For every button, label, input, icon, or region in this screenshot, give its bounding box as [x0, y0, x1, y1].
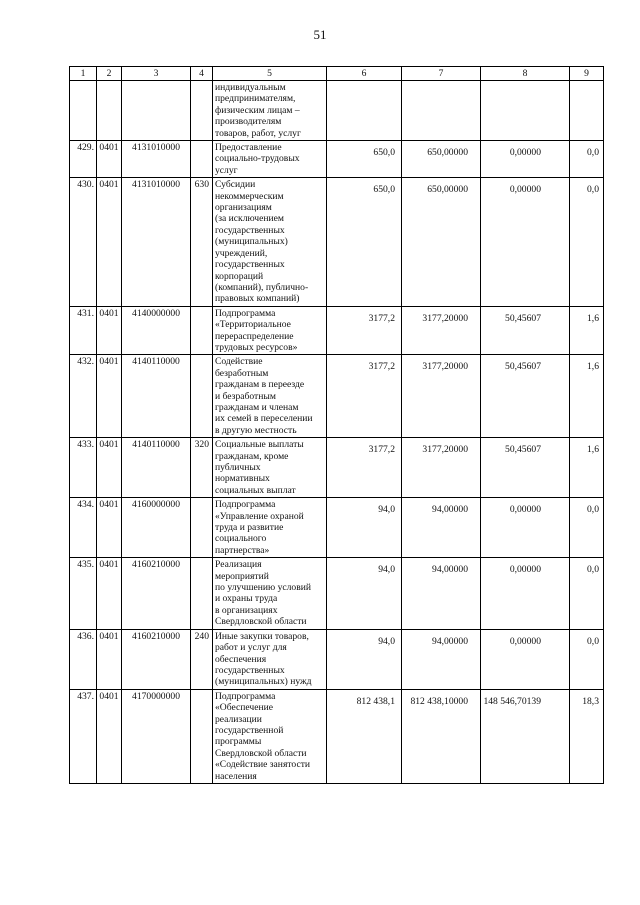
execution-percent-cell: 0,0 [570, 629, 604, 689]
approved-amount-cell: 650,00000 [402, 141, 481, 178]
section-code-cell [97, 81, 122, 141]
target-code-cell: 4170000000 [122, 689, 191, 783]
executed-amount-cell: 0,00000 [481, 141, 570, 178]
expense-type-cell: 320 [191, 438, 213, 498]
table-row [70, 355, 604, 438]
approved-amount-cell: 3177,20000 [402, 306, 481, 355]
item-name-cell: Субсидии некоммерческим организациям (за исключением государственных (муниципальных) учреждений, государственных корпораций (компаний), публично- правовых компаний) [213, 178, 327, 306]
header-cell: 7 [402, 67, 481, 81]
approved-amount-cell: 3177,20000 [402, 355, 481, 438]
execution-percent-cell: 1,6 [570, 438, 604, 498]
executed-amount-cell: 0,00000 [481, 178, 570, 306]
table-row [70, 689, 604, 783]
row-number-cell: 429. [70, 141, 97, 178]
target-code-cell: 4160000000 [122, 498, 191, 558]
item-name-cell: Реализация мероприятий по улучшению условий и охраны труда в организациях Свердловской области [213, 558, 327, 629]
expense-type-cell [191, 306, 213, 355]
table-row [70, 629, 604, 689]
expense-type-cell: 630 [191, 178, 213, 306]
execution-percent-cell: 0,0 [570, 498, 604, 558]
execution-percent-cell: 0,0 [570, 178, 604, 306]
header-cell: 1 [70, 67, 97, 81]
section-code-cell: 0401 [97, 558, 122, 629]
header-cell: 4 [191, 67, 213, 81]
planned-amount-cell [327, 81, 402, 141]
executed-amount-cell: 50,45607 [481, 438, 570, 498]
target-code-cell: 4140110000 [122, 355, 191, 438]
budget-table [69, 66, 604, 784]
item-name-cell: Подпрограмма «Обеспечение реализации государственной программы Свердловской области «Содействие занятости населения [213, 689, 327, 783]
item-name-cell: Подпрограмма «Территориальное перераспределение трудовых ресурсов» [213, 306, 327, 355]
target-code-cell: 4140000000 [122, 306, 191, 355]
page-number: 51 [313, 27, 327, 42]
row-number-cell: 434. [70, 498, 97, 558]
row-number-cell: 436. [70, 629, 97, 689]
target-code-cell: 4160210000 [122, 629, 191, 689]
table-row [70, 306, 604, 355]
expense-type-cell [191, 81, 213, 141]
row-number-cell: 433. [70, 438, 97, 498]
header-cell: 9 [570, 67, 604, 81]
section-code-cell: 0401 [97, 438, 122, 498]
planned-amount-cell: 94,0 [327, 498, 402, 558]
section-code-cell: 0401 [97, 141, 122, 178]
target-code-cell [122, 81, 191, 141]
expense-type-cell: 240 [191, 629, 213, 689]
section-code-cell: 0401 [97, 355, 122, 438]
expense-type-cell [191, 498, 213, 558]
header-row [70, 67, 604, 81]
item-name-cell: Содействие безработным гражданам в переезде и безработным гражданам и членам их семей в переселении в другую местность [213, 355, 327, 438]
header-cell: 2 [97, 67, 122, 81]
row-number-cell: 437. [70, 689, 97, 783]
approved-amount-cell: 94,00000 [402, 629, 481, 689]
executed-amount-cell: 0,00000 [481, 558, 570, 629]
header-cell: 3 [122, 67, 191, 81]
planned-amount-cell: 650,0 [327, 178, 402, 306]
approved-amount-cell: 94,00000 [402, 558, 481, 629]
row-number-cell: 431. [70, 306, 97, 355]
row-number-cell: 435. [70, 558, 97, 629]
expense-type-cell [191, 558, 213, 629]
section-code-cell: 0401 [97, 689, 122, 783]
approved-amount-cell: 812 438,10000 [402, 689, 481, 783]
target-code-cell: 4160210000 [122, 558, 191, 629]
approved-amount-cell [402, 81, 481, 141]
planned-amount-cell: 650,0 [327, 141, 402, 178]
section-code-cell: 0401 [97, 178, 122, 306]
planned-amount-cell: 3177,2 [327, 355, 402, 438]
execution-percent-cell: 1,6 [570, 306, 604, 355]
section-code-cell: 0401 [97, 306, 122, 355]
table-row [70, 178, 604, 306]
executed-amount-cell: 50,45607 [481, 306, 570, 355]
target-code-cell: 4131010000 [122, 178, 191, 306]
execution-percent-cell: 0,0 [570, 141, 604, 178]
item-name-cell: индивидуальным предпринимателям, физическим лицам – производителям товаров, работ, услуг [213, 81, 327, 141]
header-cell: 6 [327, 67, 402, 81]
execution-percent-cell: 1,6 [570, 355, 604, 438]
executed-amount-cell [481, 81, 570, 141]
header-cell: 5 [213, 67, 327, 81]
item-name-cell: Подпрограмма «Управление охраной труда и развитие социального партнерства» [213, 498, 327, 558]
expense-type-cell [191, 355, 213, 438]
executed-amount-cell: 0,00000 [481, 498, 570, 558]
table-row [70, 141, 604, 178]
execution-percent-cell: 0,0 [570, 558, 604, 629]
target-code-cell: 4140110000 [122, 438, 191, 498]
approved-amount-cell: 650,00000 [402, 178, 481, 306]
executed-amount-cell: 0,00000 [481, 629, 570, 689]
approved-amount-cell: 3177,20000 [402, 438, 481, 498]
planned-amount-cell: 3177,2 [327, 306, 402, 355]
row-number-cell: 430. [70, 178, 97, 306]
expense-type-cell [191, 689, 213, 783]
section-code-cell: 0401 [97, 629, 122, 689]
executed-amount-cell: 148 546,70139 [481, 689, 570, 783]
execution-percent-cell: 18,3 [570, 689, 604, 783]
table-row [70, 81, 604, 141]
table-row [70, 558, 604, 629]
planned-amount-cell: 94,0 [327, 629, 402, 689]
planned-amount-cell: 3177,2 [327, 438, 402, 498]
executed-amount-cell: 50,45607 [481, 355, 570, 438]
row-number-cell [70, 81, 97, 141]
planned-amount-cell: 812 438,1 [327, 689, 402, 783]
table-row [70, 498, 604, 558]
header-cell: 8 [481, 67, 570, 81]
item-name-cell: Социальные выплаты гражданам, кроме публичных нормативных социальных выплат [213, 438, 327, 498]
section-code-cell: 0401 [97, 498, 122, 558]
planned-amount-cell: 94,0 [327, 558, 402, 629]
item-name-cell: Иные закупки товаров, работ и услуг для обеспечения государственных (муниципальных) нужд [213, 629, 327, 689]
target-code-cell: 4131010000 [122, 141, 191, 178]
approved-amount-cell: 94,00000 [402, 498, 481, 558]
execution-percent-cell [570, 81, 604, 141]
row-number-cell: 432. [70, 355, 97, 438]
table-row [70, 438, 604, 498]
item-name-cell: Предоставление социально-трудовых услуг [213, 141, 327, 178]
expense-type-cell [191, 141, 213, 178]
